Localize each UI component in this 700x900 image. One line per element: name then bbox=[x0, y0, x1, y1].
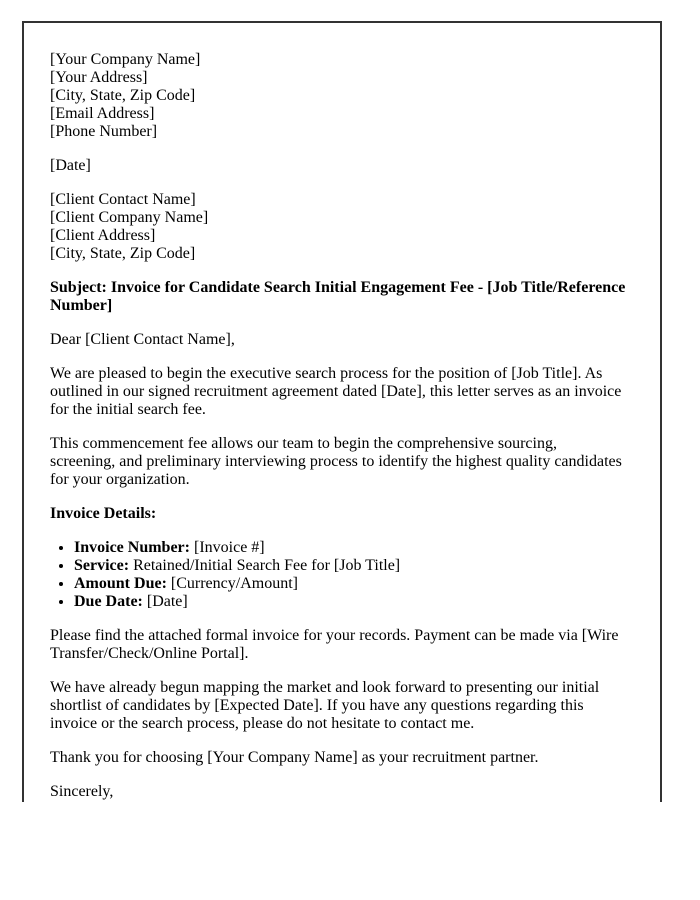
detail-label: Amount Due: bbox=[74, 575, 167, 592]
invoice-detail-item bbox=[74, 593, 626, 611]
signoff: Sincerely, bbox=[50, 783, 114, 800]
subject-line: Subject: Invoice for Candidate Search Initial Engagement Fee - [Job Title/Reference Number] bbox=[50, 279, 626, 314]
invoice-detail-item bbox=[74, 557, 626, 575]
detail-label: Service: bbox=[74, 557, 130, 574]
invoice-details-heading: Invoice Details: bbox=[50, 505, 157, 522]
detail-value: [Date] bbox=[146, 593, 188, 610]
letter-document bbox=[22, 21, 662, 802]
body-paragraph: This commencement fee allows our team to begin the comprehensive sourcing, screening, and preliminary interviewing process to identify the highest quality candidates for your organization. bbox=[50, 435, 622, 488]
salutation: Dear [Client Contact Name], bbox=[50, 331, 235, 348]
date-line: [Date] bbox=[50, 157, 91, 174]
closing-paragraph: Thank you for choosing [Your Company Name] as your recruitment partner. bbox=[50, 749, 539, 766]
sender-line: [Email Address] bbox=[50, 105, 155, 122]
recipient-line: [Client Contact Name] bbox=[50, 191, 196, 208]
sender-line: [Your Address] bbox=[50, 69, 148, 86]
invoice-detail-item bbox=[74, 575, 626, 593]
detail-label: Due Date: bbox=[74, 593, 143, 610]
recipient-line: [Client Address] bbox=[50, 227, 156, 244]
detail-value: [Invoice #] bbox=[193, 539, 265, 556]
detail-value: [Currency/Amount] bbox=[170, 575, 298, 592]
invoice-details-list bbox=[50, 539, 626, 611]
sender-line: [City, State, Zip Code] bbox=[50, 87, 196, 104]
closing-paragraph: Please find the attached formal invoice for your records. Payment can be made via [Wire Transfer/Check/Online Portal]. bbox=[50, 627, 619, 662]
recipient-line: [Client Company Name] bbox=[50, 209, 209, 226]
invoice-detail-item bbox=[74, 539, 626, 557]
sender-line: [Your Company Name] bbox=[50, 51, 201, 68]
detail-value: Retained/Initial Search Fee for [Job Title] bbox=[133, 557, 401, 574]
recipient-line: [City, State, Zip Code] bbox=[50, 245, 196, 262]
body-paragraph: We are pleased to begin the executive search process for the position of [Job Title]. As outlined in our signed recruitment agreement dated [Date], this letter serves as an invoice for the initial search fee. bbox=[50, 365, 622, 418]
sender-block bbox=[50, 51, 626, 141]
recipient-block bbox=[50, 191, 626, 263]
detail-label: Invoice Number: bbox=[74, 539, 190, 556]
sender-line: [Phone Number] bbox=[50, 123, 158, 140]
closing-paragraph: We have already begun mapping the market and look forward to presenting our initial shortlist of candidates by [Expected Date]. If you have any questions regarding this invoice or the search process, please do not hesitate to contact me. bbox=[50, 679, 600, 732]
